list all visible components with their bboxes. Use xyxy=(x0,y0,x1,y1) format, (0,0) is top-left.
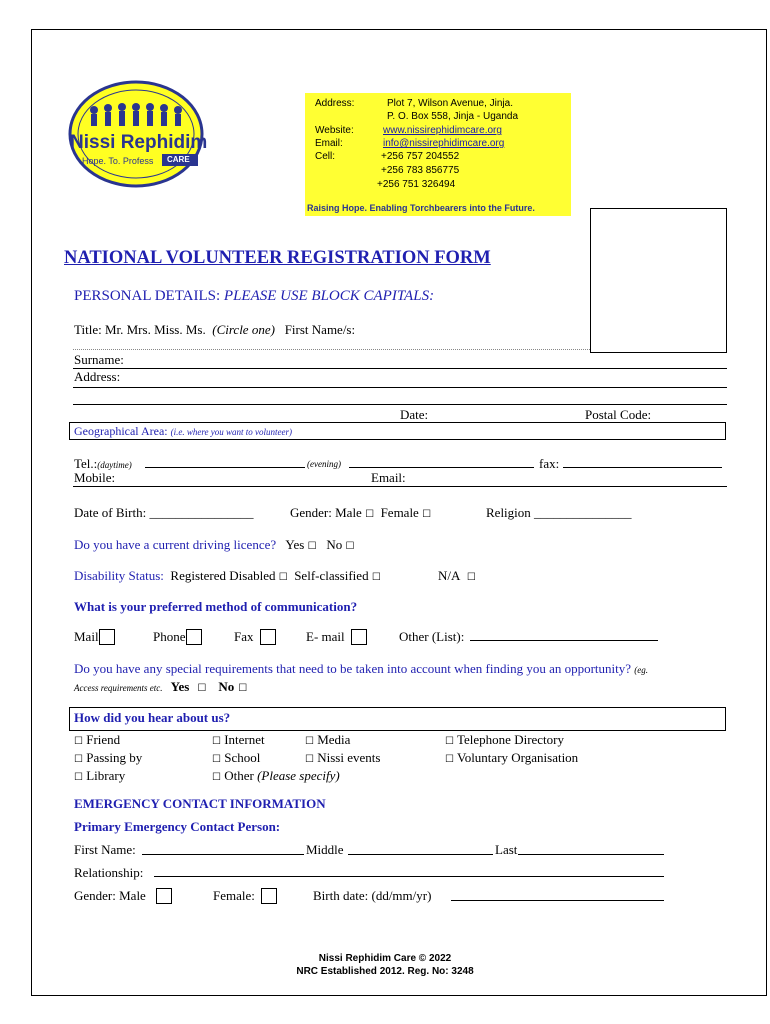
address-line-1: Plot 7, Wilson Avenue, Jinja. xyxy=(387,98,513,109)
emergency-heading: EMERGENCY CONTACT INFORMATION xyxy=(74,796,326,811)
disability-row xyxy=(74,568,381,584)
daytime-hint: (daytime) xyxy=(97,460,132,470)
self-classified-checkbox[interactable]: ☐ xyxy=(371,572,381,583)
emergency-first-name-label: First Name: xyxy=(74,842,136,857)
personal-heading-note: PLEASE USE BLOCK CAPITALS: xyxy=(223,288,435,304)
special-answer-row xyxy=(74,678,247,696)
website-link[interactable]: www.nissirephidimcare.org xyxy=(383,125,502,136)
logo-name: Nissi Rephidim xyxy=(70,132,208,153)
hear-col-3 xyxy=(305,732,380,768)
title-row xyxy=(74,322,355,338)
emergency-female-checkbox[interactable] xyxy=(261,888,277,904)
logo-care: CARE xyxy=(167,155,190,164)
hear-option-school[interactable]: ☐ School xyxy=(212,750,261,765)
personal-heading-text: PERSONAL DETAILS: xyxy=(74,288,224,304)
hear-option-media[interactable]: ☐ Media xyxy=(305,732,351,747)
first-names-label: First Name/s: xyxy=(284,322,356,337)
phone-label: Phone xyxy=(153,629,186,644)
photo-box xyxy=(590,208,727,353)
religion-label: Religion _______________ xyxy=(486,505,632,520)
emergency-gender-male-label: Gender: Male xyxy=(74,888,146,903)
licence-yes-label: Yes xyxy=(285,537,305,552)
hear-col-4 xyxy=(445,732,578,768)
hear-option-library[interactable]: ☐ Library xyxy=(74,768,126,783)
hear-option-friend[interactable]: ☐ Friend xyxy=(74,732,121,747)
licence-question: Do you have a current driving licence? xyxy=(74,537,277,552)
email-link[interactable]: info@nissirephidimcare.org xyxy=(383,138,505,149)
na-checkbox[interactable]: ☐ xyxy=(466,572,476,583)
special-yes-label: Yes xyxy=(170,679,190,694)
phone-3: +256 751 326494 xyxy=(377,179,456,190)
mail-checkbox[interactable] xyxy=(99,629,115,645)
na-label: N/A xyxy=(438,568,461,583)
hear-option-passing-by[interactable]: ☐ Passing by xyxy=(74,750,143,765)
website-label: Website: xyxy=(315,125,354,136)
logo xyxy=(64,80,224,190)
gender-label: Gender: Male xyxy=(290,505,362,520)
fax-checkbox[interactable] xyxy=(260,629,276,645)
special-eg: (eg. xyxy=(634,665,649,675)
email-field-label: Email: xyxy=(371,470,406,485)
mail-label: Mail xyxy=(74,629,99,644)
licence-yes-checkbox[interactable]: ☐ xyxy=(307,541,317,552)
address-field-label: Address: xyxy=(74,369,121,384)
emergency-last-line[interactable] xyxy=(518,854,664,855)
mobile-label: Mobile: xyxy=(74,470,116,485)
email-option-label: E- mail xyxy=(306,629,345,644)
communication-question: What is your preferred method of communication? xyxy=(74,599,358,614)
female-label: Female xyxy=(380,505,419,520)
special-question-text: Do you have any special requirements that need to be taken into account when finding you an opportunity? xyxy=(74,661,632,676)
dob-label: Date of Birth: ________________ xyxy=(74,505,254,520)
tel-day-line[interactable] xyxy=(145,467,305,468)
personal-heading xyxy=(74,288,434,305)
comm-mail xyxy=(74,629,115,645)
footer-copyright: Nissi Rephidim Care © 2022 xyxy=(318,953,452,964)
comm-fax xyxy=(234,629,276,645)
address-line-a[interactable] xyxy=(73,387,727,388)
geo-area-text: Geographical Area: xyxy=(74,424,168,438)
circle-one-hint: (Circle one) xyxy=(212,322,275,337)
tel-text: Tel.: xyxy=(74,456,98,471)
fax-line[interactable] xyxy=(563,467,722,468)
email-label: Email: xyxy=(315,138,343,149)
special-yes-checkbox[interactable]: ☐ xyxy=(197,683,207,694)
special-eg-2: Access requirements etc. xyxy=(74,683,163,693)
address-line-2: P. O. Box 558, Jinja - Uganda xyxy=(387,111,519,122)
registered-disabled-checkbox[interactable]: ☐ xyxy=(278,572,288,583)
emergency-last-label: Last xyxy=(495,842,518,857)
hear-option-internet[interactable]: ☐ Internet xyxy=(212,732,265,747)
registered-disabled-label: Registered Disabled xyxy=(170,568,276,583)
male-checkbox[interactable]: ☐ xyxy=(365,509,375,520)
geo-area-hint: (i.e. where you want to volunteer) xyxy=(170,427,293,437)
licence-no-label: No xyxy=(326,537,343,552)
cell-label: Cell: xyxy=(315,151,336,162)
emergency-birth-date-label: Birth date: (dd/mm/yr) xyxy=(313,888,432,903)
comm-email xyxy=(306,629,367,645)
gender-row xyxy=(290,505,431,521)
surname-line[interactable] xyxy=(73,368,727,369)
hear-option-nissi-events[interactable]: ☐ Nissi events xyxy=(305,750,381,765)
female-checkbox[interactable]: ☐ xyxy=(422,509,432,520)
emergency-first-name-line[interactable] xyxy=(142,854,304,855)
email-checkbox[interactable] xyxy=(351,629,367,645)
evening-hint: (evening) xyxy=(307,459,341,469)
other-list-line[interactable] xyxy=(470,640,658,641)
date-label: Date: xyxy=(400,407,429,422)
footer-registration: NRC Established 2012. Reg. No: 3248 xyxy=(296,966,474,977)
licence-no-checkbox[interactable]: ☐ xyxy=(345,541,355,552)
slogan: Raising Hope. Enabling Torchbearers into the Future. xyxy=(307,203,535,213)
emergency-female-label: Female: xyxy=(213,888,255,903)
other-list-label: Other (List): xyxy=(399,629,465,644)
hear-col-1 xyxy=(74,732,142,786)
mobile-email-line[interactable] xyxy=(73,486,727,487)
disability-question: Disability Status: xyxy=(74,568,164,583)
address-label: Address: xyxy=(315,98,355,109)
postal-code-label: Postal Code: xyxy=(585,407,652,422)
emergency-gender-row xyxy=(74,888,172,904)
logo-tagline: Hope. To. Profess xyxy=(82,156,154,166)
title-label: Title: Mr. Mrs. Miss. Ms. xyxy=(74,322,206,337)
self-classified-label: Self-classified xyxy=(294,568,369,583)
phone-2: +256 783 856775 xyxy=(381,165,460,176)
emergency-female-option xyxy=(213,888,277,904)
emergency-relationship-line[interactable] xyxy=(154,876,664,877)
emergency-middle-line[interactable] xyxy=(348,854,493,855)
hear-option-voluntary-organisation[interactable]: ☐ Voluntary Organisation xyxy=(445,750,579,765)
surname-label: Surname: xyxy=(74,352,124,367)
licence-row xyxy=(74,537,354,553)
phone-checkbox[interactable] xyxy=(186,629,202,645)
special-no-checkbox[interactable]: ☐ xyxy=(238,683,248,694)
special-no-label: No xyxy=(218,679,235,694)
fax-label: fax: xyxy=(539,456,560,471)
hear-heading: How did you hear about us? xyxy=(74,710,231,725)
contact-box xyxy=(305,93,571,216)
comm-phone xyxy=(153,629,202,645)
na-option xyxy=(438,568,476,584)
address-line-b[interactable] xyxy=(73,404,727,405)
emergency-middle-label: Middle xyxy=(306,842,344,857)
geo-area-label xyxy=(74,424,292,439)
emergency-birth-date-line[interactable] xyxy=(451,900,664,901)
phone-1: +256 757 204552 xyxy=(381,151,460,162)
tel-evening-line[interactable] xyxy=(349,467,534,468)
form-title: NATIONAL VOLUNTEER REGISTRATION FORM xyxy=(64,248,491,268)
special-question xyxy=(74,661,648,677)
emergency-male-checkbox[interactable] xyxy=(156,888,172,904)
first-name-line[interactable] xyxy=(73,349,590,350)
emergency-subheading: Primary Emergency Contact Person: xyxy=(74,819,281,834)
hear-option-telephone-directory[interactable]: ☐ Telephone Directory xyxy=(445,732,564,747)
emergency-relationship-label: Relationship: xyxy=(74,865,144,880)
hear-option-other[interactable]: ☐ Other (Please specify) xyxy=(212,768,340,783)
fax-option-label: Fax xyxy=(234,629,254,644)
